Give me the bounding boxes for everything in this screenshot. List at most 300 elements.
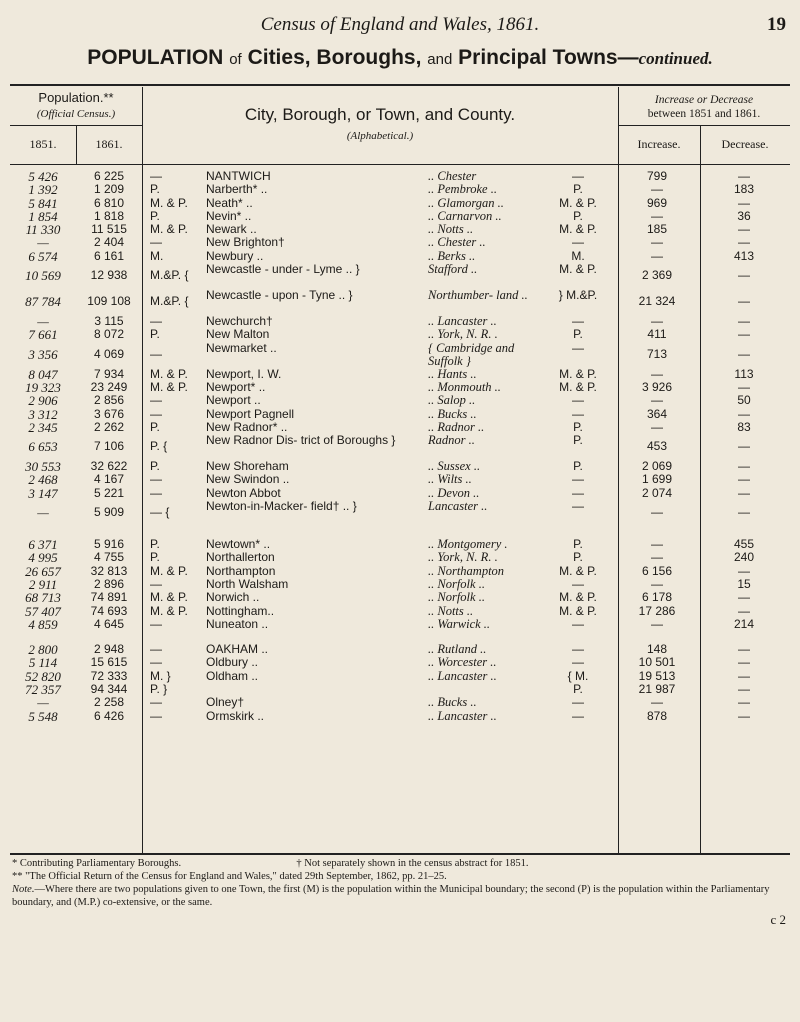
- pop-1851: 3 147: [28, 485, 58, 501]
- town-name: New Radnor* ..: [206, 419, 288, 434]
- county: .. Northampton: [428, 563, 505, 578]
- borough-type: —: [150, 235, 162, 250]
- county-type: M. & P.: [559, 590, 597, 605]
- table-row: [10, 538, 790, 551]
- borough-type: M.: [150, 248, 164, 263]
- borough-type: M.&P. {: [150, 294, 189, 309]
- town-name: Newcastle - under - Lyme .. }: [206, 262, 360, 277]
- increase-value: 2 069: [641, 459, 673, 474]
- town-name: New Shoreham: [206, 459, 289, 474]
- pop-1861: 74 693: [90, 603, 128, 618]
- town-name: Newton-in-Macker- field† .. }: [206, 499, 357, 514]
- pop-1861: 3 115: [94, 314, 124, 329]
- county-type: —: [572, 499, 584, 514]
- table-row: [10, 487, 790, 500]
- decrease-value: 240: [733, 550, 755, 565]
- county-type: P.: [573, 182, 583, 197]
- pop-1851: 6 653: [28, 439, 58, 455]
- pop-1861: 2 262: [93, 419, 125, 434]
- county-type: P.: [573, 537, 583, 552]
- town-name: Ormskirk ..: [206, 708, 264, 723]
- header-population: Population.**: [38, 90, 114, 105]
- table-row: [10, 500, 790, 526]
- decrease-value: 113: [734, 366, 754, 381]
- table-row: [10, 368, 790, 381]
- county: .. Norfolk ..: [428, 590, 485, 605]
- county-type: M. & P.: [559, 222, 597, 237]
- borough-type: P.: [150, 327, 160, 342]
- town-name: Newport, I. W.: [206, 366, 282, 381]
- town-name: Oldbury ..: [206, 655, 259, 670]
- pop-1861: 2 404: [93, 235, 125, 250]
- town-name: Oldham ..: [206, 668, 259, 683]
- pop-1861: 4 167: [93, 472, 125, 487]
- header-increase: Increase.: [637, 137, 681, 151]
- borough-type: — {: [150, 505, 170, 520]
- county-type: —: [572, 485, 584, 500]
- increase-value: —: [651, 208, 663, 223]
- pop-1851: 3 312: [28, 406, 58, 422]
- pop-1851: 3 356: [28, 346, 58, 362]
- running-title: Census of England and Wales, 1861.: [260, 14, 540, 35]
- pop-1851: 4 995: [28, 550, 58, 566]
- pop-1861: 4 755: [93, 550, 125, 565]
- town-name: Newcastle - upon - Tyne .. }: [206, 288, 353, 303]
- town-name: Newark ..: [206, 222, 257, 237]
- pop-1851: 57 407: [25, 603, 61, 619]
- pop-1861: 5 221: [93, 485, 125, 500]
- county: .. Worcester ..: [428, 655, 497, 670]
- county: Lancaster ..: [428, 499, 488, 514]
- decrease-value: —: [738, 485, 750, 500]
- borough-type: —: [150, 642, 162, 657]
- table-row: [10, 381, 790, 394]
- borough-type: —: [150, 169, 162, 183]
- increase-value: 2 369: [641, 268, 673, 283]
- pop-1851: 10 569: [25, 268, 61, 284]
- pop-1851: 19 323: [25, 379, 61, 395]
- pop-1861: 5 909: [93, 505, 125, 520]
- county-type: P.: [573, 550, 583, 565]
- town-name: Nuneaton ..: [206, 616, 269, 631]
- increase-value: 2 074: [641, 485, 673, 500]
- increase-value: —: [651, 576, 663, 591]
- table-row: [10, 183, 790, 196]
- county: .. Devon ..: [428, 485, 480, 500]
- pop-1851: —: [37, 235, 49, 251]
- table-row: [10, 460, 790, 473]
- county: .. York, N. R. .: [428, 327, 498, 342]
- header-population-sub: (Official Census.): [36, 108, 116, 120]
- increase-value: 453: [646, 439, 668, 454]
- pop-1851: 2 800: [28, 642, 58, 658]
- decrease-value: —: [738, 314, 750, 329]
- borough-type: M. & P.: [150, 366, 188, 381]
- county-type: M.: [571, 248, 585, 263]
- increase-value: —: [651, 505, 663, 520]
- decrease-value: —: [738, 327, 750, 342]
- county-type: —: [572, 235, 584, 250]
- town-name: Newchurch†: [206, 314, 273, 329]
- county: .. Notts ..: [428, 603, 474, 618]
- county: .. Rutland ..: [428, 642, 487, 657]
- decrease-value: 83: [737, 419, 751, 434]
- table-group: [10, 643, 790, 723]
- header-city-sub: (Alphabetical.): [346, 130, 414, 142]
- increase-value: 713: [646, 346, 668, 361]
- county: .. Glamorgan ..: [428, 195, 504, 210]
- pop-1861: 8 072: [93, 327, 125, 342]
- county: .. Wilts ..: [428, 472, 472, 487]
- town-name: Newbury ..: [206, 248, 264, 263]
- pop-1851: 8 047: [28, 366, 58, 382]
- borough-type: P.: [150, 419, 160, 434]
- population-table: [10, 170, 790, 735]
- pop-1851: 30 553: [25, 459, 61, 475]
- town-name: New Malton: [206, 327, 270, 342]
- town-name: New Radnor Dis- trict of Boroughs }: [206, 433, 396, 448]
- decrease-value: —: [738, 169, 750, 183]
- increase-value: 21 324: [638, 294, 676, 309]
- town-name: OAKHAM ..: [206, 642, 269, 657]
- county: .. Montgomery .: [428, 537, 508, 552]
- borough-type: —: [150, 576, 162, 591]
- title-part-1: POPULATION: [87, 46, 224, 69]
- increase-value: 364: [646, 406, 668, 421]
- pop-1851: 87 784: [25, 294, 61, 310]
- county-type: P.: [573, 419, 583, 434]
- town-name: Norwich ..: [206, 590, 260, 605]
- pop-1861: 11 515: [91, 222, 127, 237]
- table-row: [10, 394, 790, 407]
- borough-type: M. & P.: [150, 590, 188, 605]
- pop-1861: 72 333: [90, 668, 128, 683]
- town-name: NANTWICH: [206, 169, 271, 183]
- county: .. Hants ..: [428, 366, 477, 381]
- borough-type: M. }: [150, 668, 171, 683]
- pop-1861: 12 938: [90, 268, 128, 283]
- header-divider: [10, 125, 142, 126]
- table-row: [10, 342, 790, 368]
- pop-1851: 52 820: [25, 668, 61, 684]
- borough-type: P. {: [150, 439, 168, 454]
- decrease-value: —: [738, 505, 750, 520]
- borough-type: P.: [150, 550, 160, 565]
- top-rule: [10, 84, 790, 86]
- decrease-value: —: [738, 406, 750, 421]
- county: .. Carnarvon ..: [428, 208, 502, 223]
- borough-type: —: [150, 616, 162, 631]
- table-row: [10, 210, 790, 223]
- increase-value: 6 178: [641, 590, 673, 605]
- county: .. Lancaster ..: [428, 668, 497, 683]
- county-type: —: [572, 314, 584, 329]
- decrease-value: —: [738, 642, 750, 657]
- county: .. Pembroke ..: [428, 182, 497, 197]
- borough-type: —: [150, 695, 162, 710]
- decrease-value: 214: [733, 616, 755, 631]
- pop-1861: 5 916: [93, 537, 125, 552]
- borough-type: P.: [150, 182, 160, 197]
- increase-value: —: [651, 695, 663, 710]
- pop-1851: —: [37, 695, 49, 711]
- increase-value: —: [651, 419, 663, 434]
- increase-value: —: [651, 393, 663, 408]
- county-type: } M.&P.: [558, 288, 598, 303]
- decrease-value: 15: [737, 576, 751, 591]
- borough-type: —: [150, 393, 162, 408]
- footnote-note: —Where there are two populations given to one Town, the first (M) is the population within the Municipal boundary; the second (P) is the population within the Parliamentary boundary, and (M.P.) co-extensive, or the same.: [12, 884, 770, 908]
- county-type: P.: [573, 682, 583, 697]
- decrease-value: —: [738, 668, 750, 683]
- decrease-value: 183: [733, 182, 755, 197]
- header-divider: [142, 87, 143, 164]
- table-row: [10, 197, 790, 210]
- county-type: —: [572, 406, 584, 421]
- county-type: P.: [573, 433, 583, 448]
- pop-1861: 3 676: [93, 406, 125, 421]
- table-row: [10, 408, 790, 421]
- county: Northumber- land ..: [428, 288, 528, 303]
- header-decrease: Decrease.: [721, 137, 769, 151]
- table-header: [10, 87, 790, 165]
- increase-value: —: [651, 537, 663, 552]
- county: .. Lancaster ..: [428, 314, 497, 329]
- increase-value: 878: [646, 708, 668, 723]
- pop-1851: 1 392: [28, 182, 58, 198]
- decrease-value: —: [738, 563, 750, 578]
- town-name: Newport Pagnell: [206, 406, 295, 421]
- decrease-value: —: [738, 195, 750, 210]
- pop-1861: 94 344: [90, 682, 128, 697]
- pop-1861: 6 810: [93, 195, 125, 210]
- increase-value: —: [651, 616, 663, 631]
- pop-1861: 7 934: [93, 366, 125, 381]
- decrease-value: —: [738, 695, 750, 710]
- borough-type: —: [150, 314, 162, 329]
- pop-1851: 4 859: [28, 616, 58, 632]
- county-type: —: [572, 655, 584, 670]
- title-continued: continued.: [638, 49, 713, 68]
- pop-1851: 2 911: [28, 576, 58, 592]
- county-type: —: [572, 393, 584, 408]
- county: .. Berks ..: [428, 248, 476, 263]
- pop-1851: —: [37, 314, 49, 330]
- county-type: —: [572, 340, 584, 355]
- borough-type: —: [150, 708, 162, 723]
- borough-type: M. & P.: [150, 379, 188, 394]
- county: .. Norfolk ..: [428, 576, 485, 591]
- borough-type: M.&P. {: [150, 268, 189, 283]
- county: { Cambridge and Suffolk }: [428, 340, 515, 368]
- town-name: Nevin* ..: [206, 208, 252, 223]
- pop-1851: 11 330: [25, 222, 61, 238]
- pop-1851: 7 661: [28, 327, 58, 343]
- pop-1851: 2 906: [28, 393, 58, 409]
- town-name: Northallerton: [206, 550, 275, 565]
- increase-value: —: [651, 550, 663, 565]
- decrease-value: —: [738, 459, 750, 474]
- county: .. York, N. R. .: [428, 550, 498, 565]
- county: .. Bucks ..: [428, 695, 477, 710]
- borough-type: P.: [150, 459, 160, 474]
- borough-type: M. & P.: [150, 195, 188, 210]
- borough-type: M. & P.: [150, 603, 188, 618]
- increase-value: 1 699: [641, 472, 673, 487]
- county-type: M. & P.: [559, 262, 597, 277]
- title-part-3: Cities, Boroughs,: [247, 46, 422, 69]
- town-name: Nottingham..: [206, 603, 275, 618]
- increase-value: —: [651, 366, 663, 381]
- borough-type: —: [150, 346, 162, 361]
- pop-1861: 2 258: [93, 695, 125, 710]
- table-row: [10, 696, 790, 709]
- pop-1861: 15 615: [90, 655, 128, 670]
- pop-1861: 4 645: [93, 616, 125, 631]
- increase-value: 21 987: [638, 682, 676, 697]
- table-row: [10, 710, 790, 723]
- pop-1861: 6 426: [93, 708, 125, 723]
- pop-1851: 2 468: [28, 472, 58, 488]
- decrease-value: —: [738, 439, 750, 454]
- footnote-contributing: * Contributing Parliamentary Boroughs.: [12, 858, 182, 869]
- county: .. Chester: [428, 169, 477, 183]
- county-type: M. & P.: [559, 195, 597, 210]
- town-name: Newport ..: [206, 393, 261, 408]
- decrease-value: —: [738, 222, 750, 237]
- pop-1861: 2 896: [93, 576, 125, 591]
- table-row: [10, 223, 790, 236]
- pop-1851: 6 371: [28, 537, 58, 553]
- borough-type: —: [150, 406, 162, 421]
- pop-1851: 68 713: [25, 590, 61, 606]
- table-row: [10, 236, 790, 249]
- pop-1861: 4 069: [93, 346, 125, 361]
- increase-value: 3 926: [641, 379, 673, 394]
- table-row: [10, 250, 790, 263]
- county: .. Sussex ..: [428, 459, 481, 474]
- table-row: [10, 591, 790, 604]
- increase-value: 148: [646, 642, 668, 657]
- footnote-3: [12, 884, 788, 909]
- decrease-value: —: [738, 235, 750, 250]
- increase-value: 185: [646, 222, 668, 237]
- table-row: [10, 328, 790, 341]
- pop-1851: 6 574: [28, 248, 58, 264]
- pop-1861: 1 209: [93, 182, 125, 197]
- county-type: —: [572, 576, 584, 591]
- pop-1861: 6 161: [93, 248, 125, 263]
- pop-1851: 1 854: [28, 208, 58, 224]
- signature-mark: c 2: [770, 912, 786, 927]
- increase-value: 411: [647, 327, 667, 342]
- table-row: [10, 551, 790, 564]
- borough-type: P.: [150, 208, 160, 223]
- pop-1851: 72 357: [25, 682, 61, 698]
- county: .. Bucks ..: [428, 406, 477, 421]
- table-row: [10, 421, 790, 434]
- decrease-value: —: [738, 708, 750, 723]
- town-name: Newton Abbot: [206, 485, 281, 500]
- county: .. Salop ..: [428, 393, 476, 408]
- county-type: —: [572, 472, 584, 487]
- pop-1851: 2 345: [28, 419, 58, 435]
- footnote-1: [12, 858, 788, 871]
- pop-1861: 32 813: [90, 563, 128, 578]
- table-row: [10, 643, 790, 656]
- footnote-not-shown: † Not separately shown in the census abstract for 1851.: [296, 858, 529, 869]
- county-type: P.: [573, 459, 583, 474]
- decrease-value: 36: [737, 208, 751, 223]
- table-row: [10, 670, 790, 683]
- pop-1861: 23 249: [90, 379, 128, 394]
- borough-type: P. }: [150, 682, 168, 697]
- increase-value: 799: [646, 169, 668, 183]
- table-row: [10, 263, 790, 289]
- town-name: Northampton: [206, 563, 276, 578]
- borough-type: —: [150, 655, 162, 670]
- increase-value: 969: [646, 195, 668, 210]
- pop-1861: 1 818: [93, 208, 125, 223]
- county-type: P.: [573, 327, 583, 342]
- borough-type: —: [150, 472, 162, 487]
- table-row: [10, 434, 790, 460]
- decrease-value: —: [738, 294, 750, 309]
- town-name: North Walsham: [206, 576, 289, 591]
- pop-1861: 7 106: [93, 439, 125, 454]
- town-name: Neath* ..: [206, 195, 253, 210]
- county: Stafford ..: [428, 262, 478, 277]
- header-city: City, Borough, or Town, and County.: [244, 105, 516, 124]
- town-name: New Brighton†: [206, 235, 285, 250]
- pop-1851: 5 841: [28, 195, 58, 211]
- table-group: [10, 538, 790, 631]
- pop-1861: 74 891: [90, 590, 128, 605]
- borough-type: P.: [150, 537, 160, 552]
- table-row: [10, 656, 790, 669]
- county-type: —: [572, 695, 584, 710]
- borough-type: M. & P.: [150, 563, 188, 578]
- table-row: [10, 170, 790, 183]
- increase-value: 6 156: [641, 563, 673, 578]
- county-type: —: [572, 708, 584, 723]
- header-incdec-sub: between 1851 and 1861.: [647, 108, 761, 120]
- county-type: M. & P.: [559, 603, 597, 618]
- borough-type: M. & P.: [150, 222, 188, 237]
- pop-1861: 6 225: [93, 169, 125, 183]
- county: .. Chester ..: [428, 235, 486, 250]
- table-row: [10, 605, 790, 618]
- decrease-value: —: [738, 590, 750, 605]
- county-type: —: [572, 616, 584, 631]
- town-name: Newport* ..: [206, 379, 266, 394]
- county-type: —: [572, 169, 584, 183]
- footnote-2: ** "The Official Return of the Census for England and Wales," dated 29th September, 1862, pp. 21–25.: [12, 871, 447, 882]
- bottom-rule: [10, 853, 790, 855]
- page-number: 19: [767, 14, 786, 35]
- header-1851: 1851.: [29, 137, 57, 151]
- table-row: [10, 473, 790, 486]
- increase-value: 17 286: [638, 603, 676, 618]
- decrease-value: 413: [733, 248, 755, 263]
- footnote-note-lead: Note.: [12, 884, 35, 895]
- increase-value: —: [651, 248, 663, 263]
- table-group: [10, 170, 790, 526]
- town-name: Newtown* ..: [206, 537, 271, 552]
- header-incdec: Increase or Decrease: [654, 94, 754, 106]
- town-name: Narberth* ..: [206, 182, 268, 197]
- title-part-4: and: [427, 51, 453, 68]
